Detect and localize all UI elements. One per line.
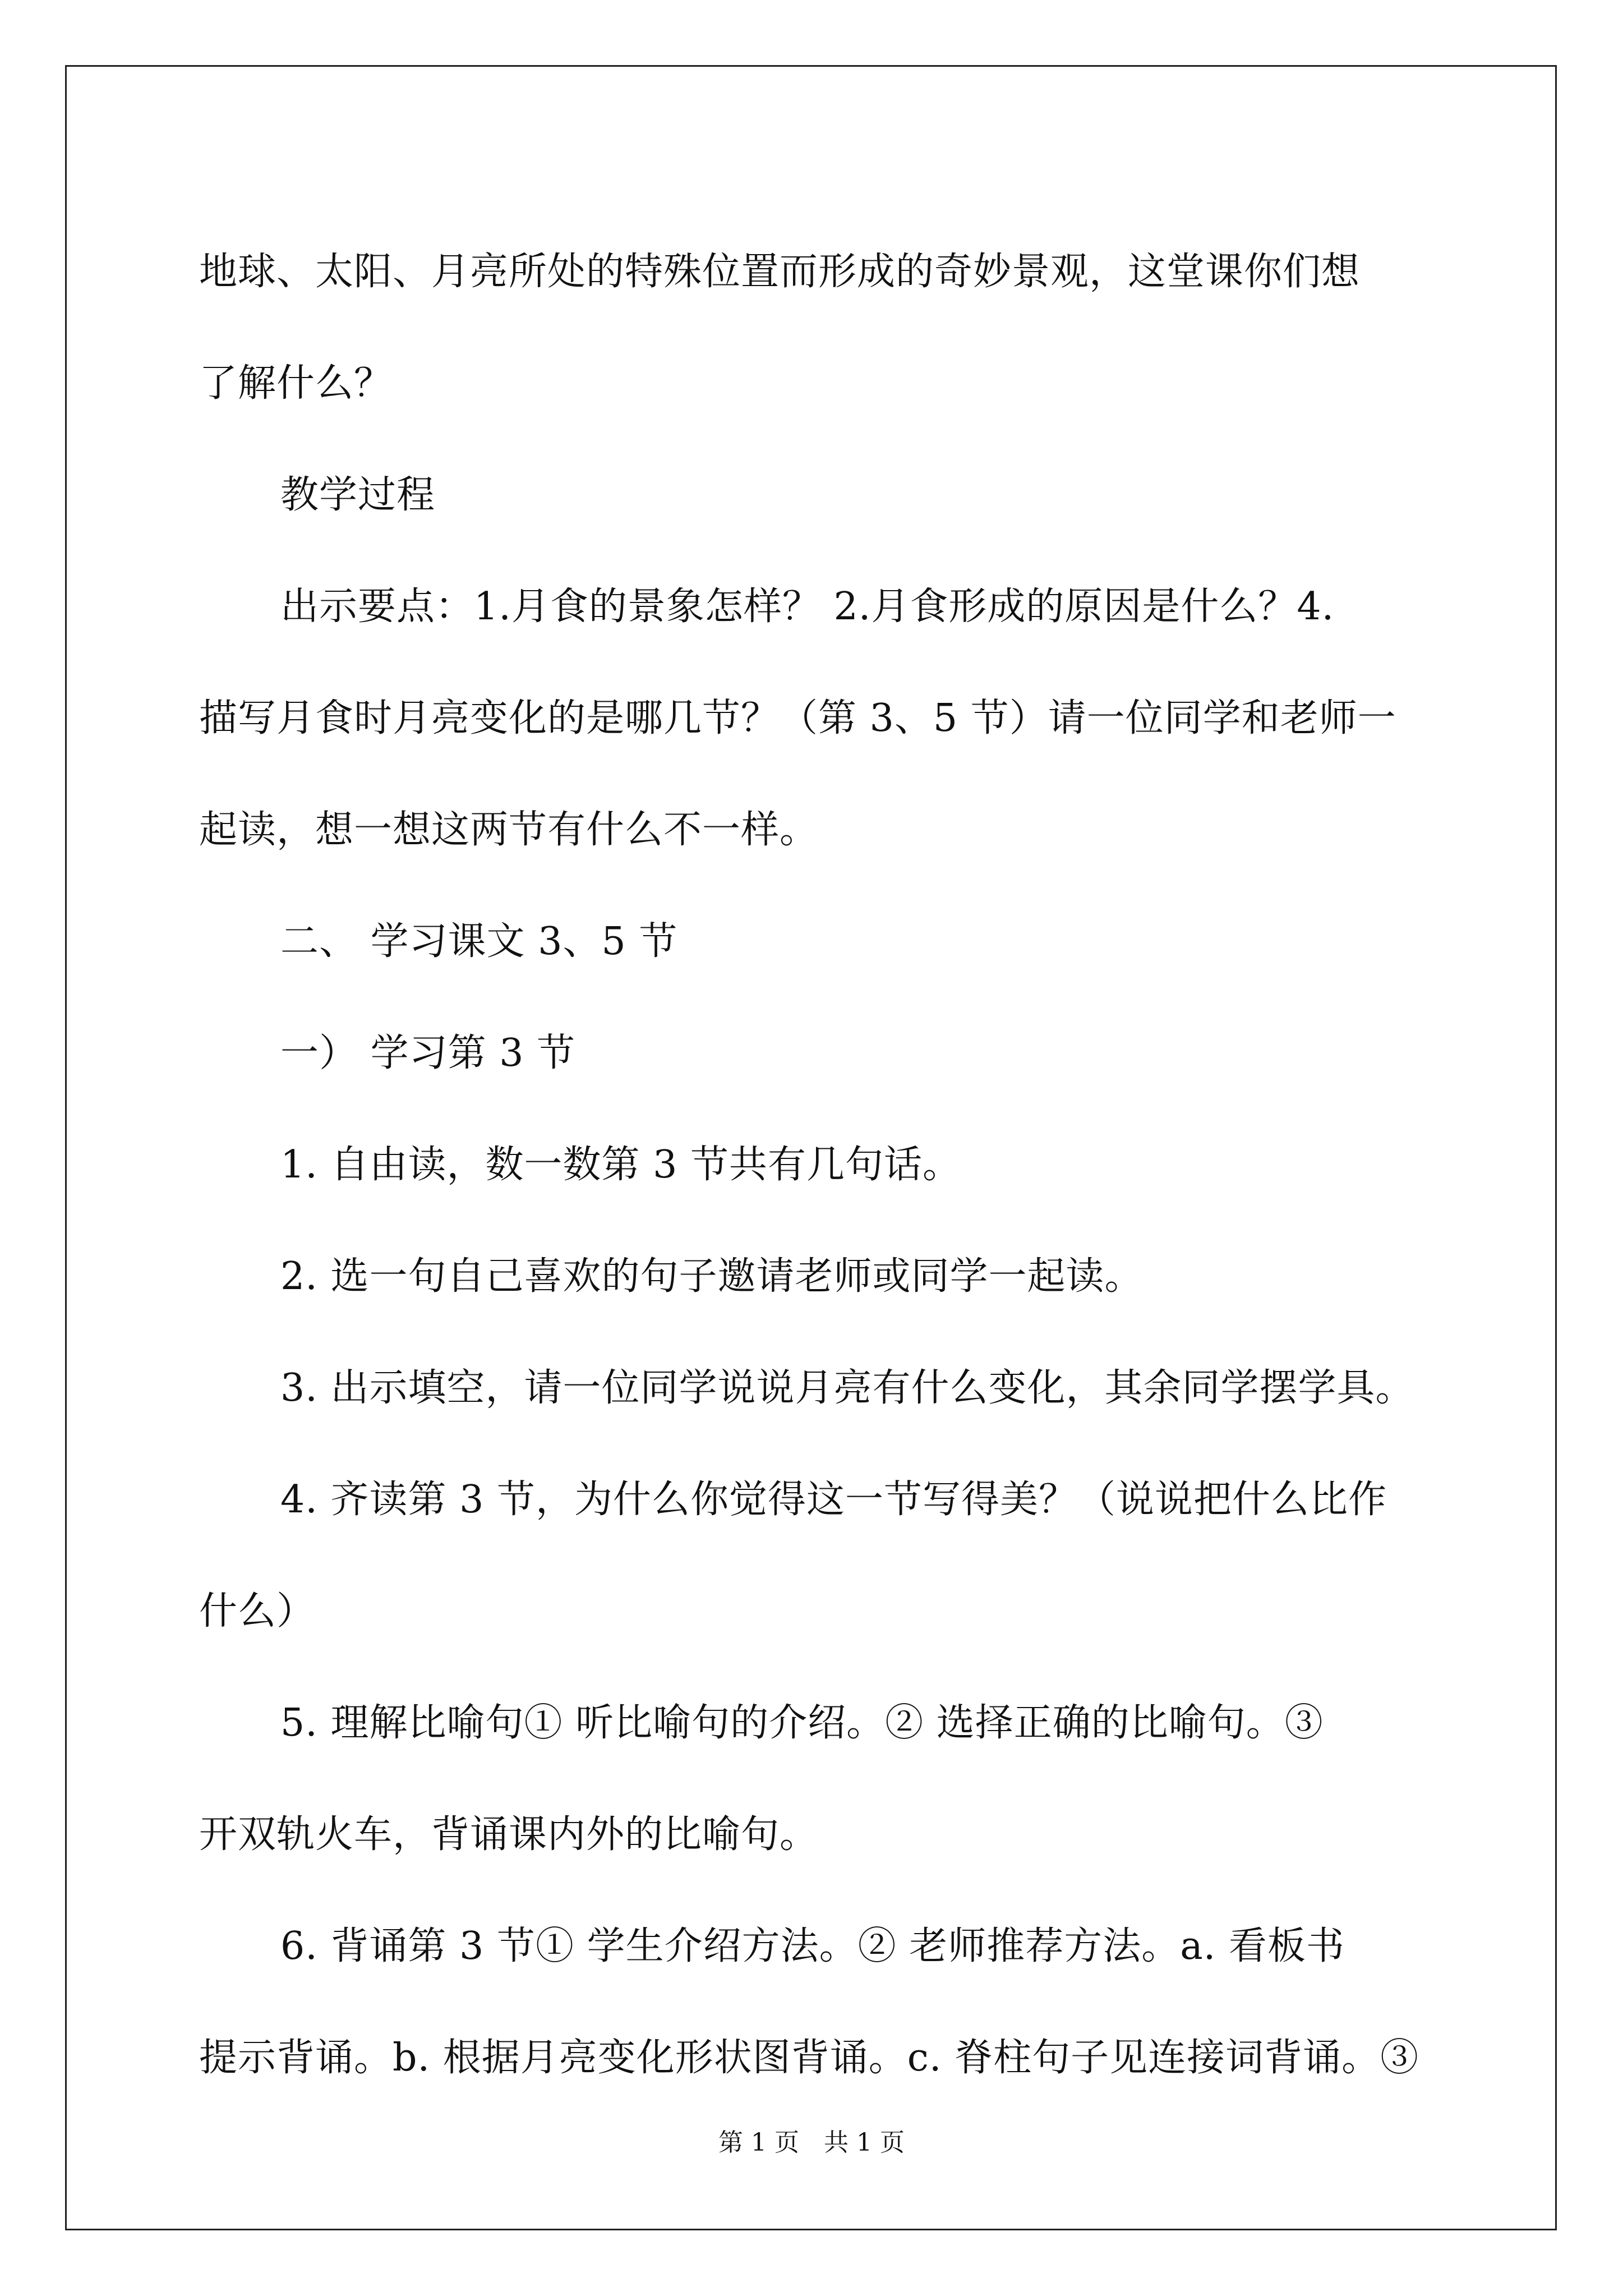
text-line: 地球、太阳、月亮所处的特殊位置而形成的奇妙景观，这堂课你们想 [199, 250, 1361, 294]
text-line: 描写月食时月亮变化的是哪几节？（第 3、5 节）请一位同学和老师一 [199, 696, 1396, 740]
document-body [199, 216, 1461, 2114]
list-item: 2. 选一句自己喜欢的句子邀请老师或同学一起读。 [280, 1254, 1144, 1299]
text-line: 开双轨火车，背诵课内外的比喻句。 [199, 1812, 819, 1857]
text-line: 了解什么？ [199, 361, 393, 406]
text-line: 提示背诵。b. 根据月亮变化形状图背诵。c. 脊柱句子见连接词背诵。③ [199, 2036, 1419, 2080]
list-item: 1. 自由读，数一数第 3 节共有几句话。 [280, 1143, 961, 1187]
section-heading: 教学过程 [280, 473, 436, 517]
section-heading: 二、 学习课文 3、5 节 [280, 919, 678, 964]
text-line: 起读，想一想这两节有什么不一样。 [199, 808, 819, 852]
list-item: 6. 背诵第 3 节① 学生介绍方法。② 老师推荐方法。a. 看板书 [280, 1924, 1345, 1968]
subsection-heading: 一） 学习第 3 节 [280, 1031, 576, 1075]
list-item: 3. 出示填空，请一位同学说说月亮有什么变化，其余同学摆学具。 [280, 1366, 1414, 1410]
text-line: 什么） [199, 1589, 316, 1634]
page-number: 第 1 页 共 1 页 [718, 2128, 905, 2157]
list-item: 4. 齐读第 3 节，为什么你觉得这一节写得美？（说说把什么比作 [280, 1478, 1387, 1522]
text-line: 出示要点：1.月食的景象怎样？ 2.月食形成的原因是什么？4. [280, 585, 1335, 629]
list-item: 5. 理解比喻句① 听比喻句的介绍。② 选择正确的比喻句。③ [280, 1701, 1324, 1745]
